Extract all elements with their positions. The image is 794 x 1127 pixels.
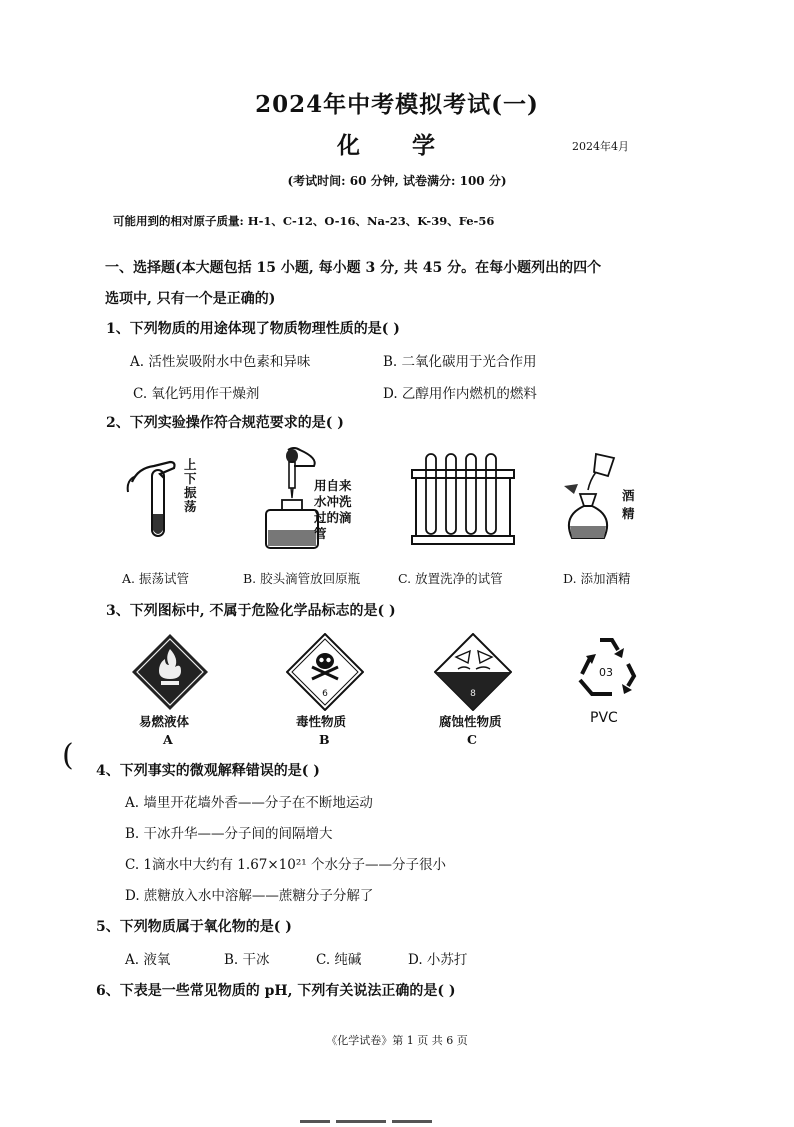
test-tube-rack-icon	[408, 450, 518, 548]
q2-option-a: A. 振荡试管	[122, 571, 189, 586]
q3-sign-b-number: 6	[322, 689, 328, 699]
q2-option-c: C. 放置洗净的试管	[398, 571, 503, 586]
q3-label-b: 毒性物质	[296, 714, 347, 729]
q4-option-a: A. 墙里开花墙外香——分子在不断地运动	[125, 795, 373, 811]
shaking-test-tube-icon	[124, 452, 214, 544]
q4-option-c: C. 1滴水中大约有 1.67×10²¹ 个水分子——分子很小	[125, 857, 446, 873]
q2-option-d: D. 添加酒精	[563, 571, 631, 586]
q2-image-d	[556, 450, 646, 550]
q4-option-d: D. 蔗糖放入水中溶解——蔗糖分子分解了	[125, 888, 374, 904]
q5-option-c: C. 纯碱	[316, 952, 362, 968]
q3-letter-b: B	[319, 732, 330, 747]
q5-option-b: B. 干冰	[224, 952, 270, 968]
section-heading-line2: 选项中, 只有一个是正确的)	[105, 291, 276, 307]
q2-option-b: B. 胶头滴管放回原瓶	[243, 571, 361, 586]
q2-image-a-text: 上下振荡	[184, 457, 197, 514]
q2-stem: 2、下列实验操作符合规范要求的是( )	[106, 415, 344, 431]
q3-recycle-code: 03	[599, 666, 613, 679]
section-heading-line1: 一、选择题(本大题包括 15 小题, 每小题 3 分, 共 45 分。在每小题列出的四个	[105, 260, 602, 276]
q3-label-c: 腐蚀性物质	[439, 714, 502, 729]
q3-letter-a: A	[163, 732, 173, 747]
q3-sign-b	[286, 633, 364, 711]
q1-stem: 1、下列物质的用途体现了物质物理性质的是( )	[106, 321, 400, 337]
q3-sign-c-number: 8	[470, 689, 476, 699]
recycle-icon	[574, 634, 638, 704]
q3-label-a: 易燃液体	[139, 714, 190, 729]
page-footer: 《化学试卷》第 1 页 共 6 页	[326, 1034, 468, 1047]
q5-option-a: A. 液氧	[125, 952, 171, 968]
q3-stem: 3、下列图标中, 不属于危险化学品标志的是( )	[106, 603, 396, 619]
q2-image-c	[408, 450, 518, 548]
q1-option-b: B. 二氧化碳用于光合作用	[383, 354, 537, 370]
q2-image-a	[124, 452, 214, 544]
q1-option-a: A. 活性炭吸附水中色素和异味	[130, 354, 311, 370]
q3-sign-c	[434, 633, 512, 711]
q4-option-b: B. 干冰升华——分子间的间隔增大	[125, 826, 333, 842]
q4-stem: 4、下列事实的微观解释错误的是( )	[96, 763, 320, 779]
q3-sign-a	[131, 633, 209, 711]
corrosive-icon	[434, 633, 512, 711]
exam-title: 2024年中考模拟考试(一)	[255, 91, 539, 118]
flammable-liquid-icon	[131, 633, 209, 711]
q2-image-d-text: 酒精	[622, 488, 635, 521]
q2-image-b-text: 用自来水冲洗过的滴管	[314, 478, 352, 541]
margin-mark: (	[62, 738, 74, 773]
q1-option-d: D. 乙醇用作内燃机的燃料	[383, 386, 537, 402]
q6-stem: 6、下表是一些常见物质的 pH, 下列有关说法正确的是( )	[96, 983, 456, 999]
toxic-skull-icon	[286, 633, 364, 711]
q5-stem: 5、下列物质属于氧化物的是( )	[96, 919, 292, 935]
q1-option-c: C. 氧化钙用作干燥剂	[133, 386, 260, 402]
q2-image-b	[258, 444, 353, 552]
q3-label-d: PVC	[590, 710, 618, 726]
scan-artifact-divider	[300, 1108, 480, 1114]
atomic-masses: 可能用到的相对原子质量: H-1、C-12、O-16、Na-23、K-39、Fe-56	[113, 214, 495, 228]
q3-sign-d	[574, 634, 638, 704]
q5-option-d: D. 小苏打	[408, 952, 468, 968]
exam-info: (考试时间: 60 分钟, 试卷满分: 100 分)	[287, 174, 507, 188]
subject-title: 化 学	[336, 132, 457, 159]
q3-letter-c: C	[467, 732, 477, 747]
exam-date: 2024年4月	[572, 140, 629, 153]
